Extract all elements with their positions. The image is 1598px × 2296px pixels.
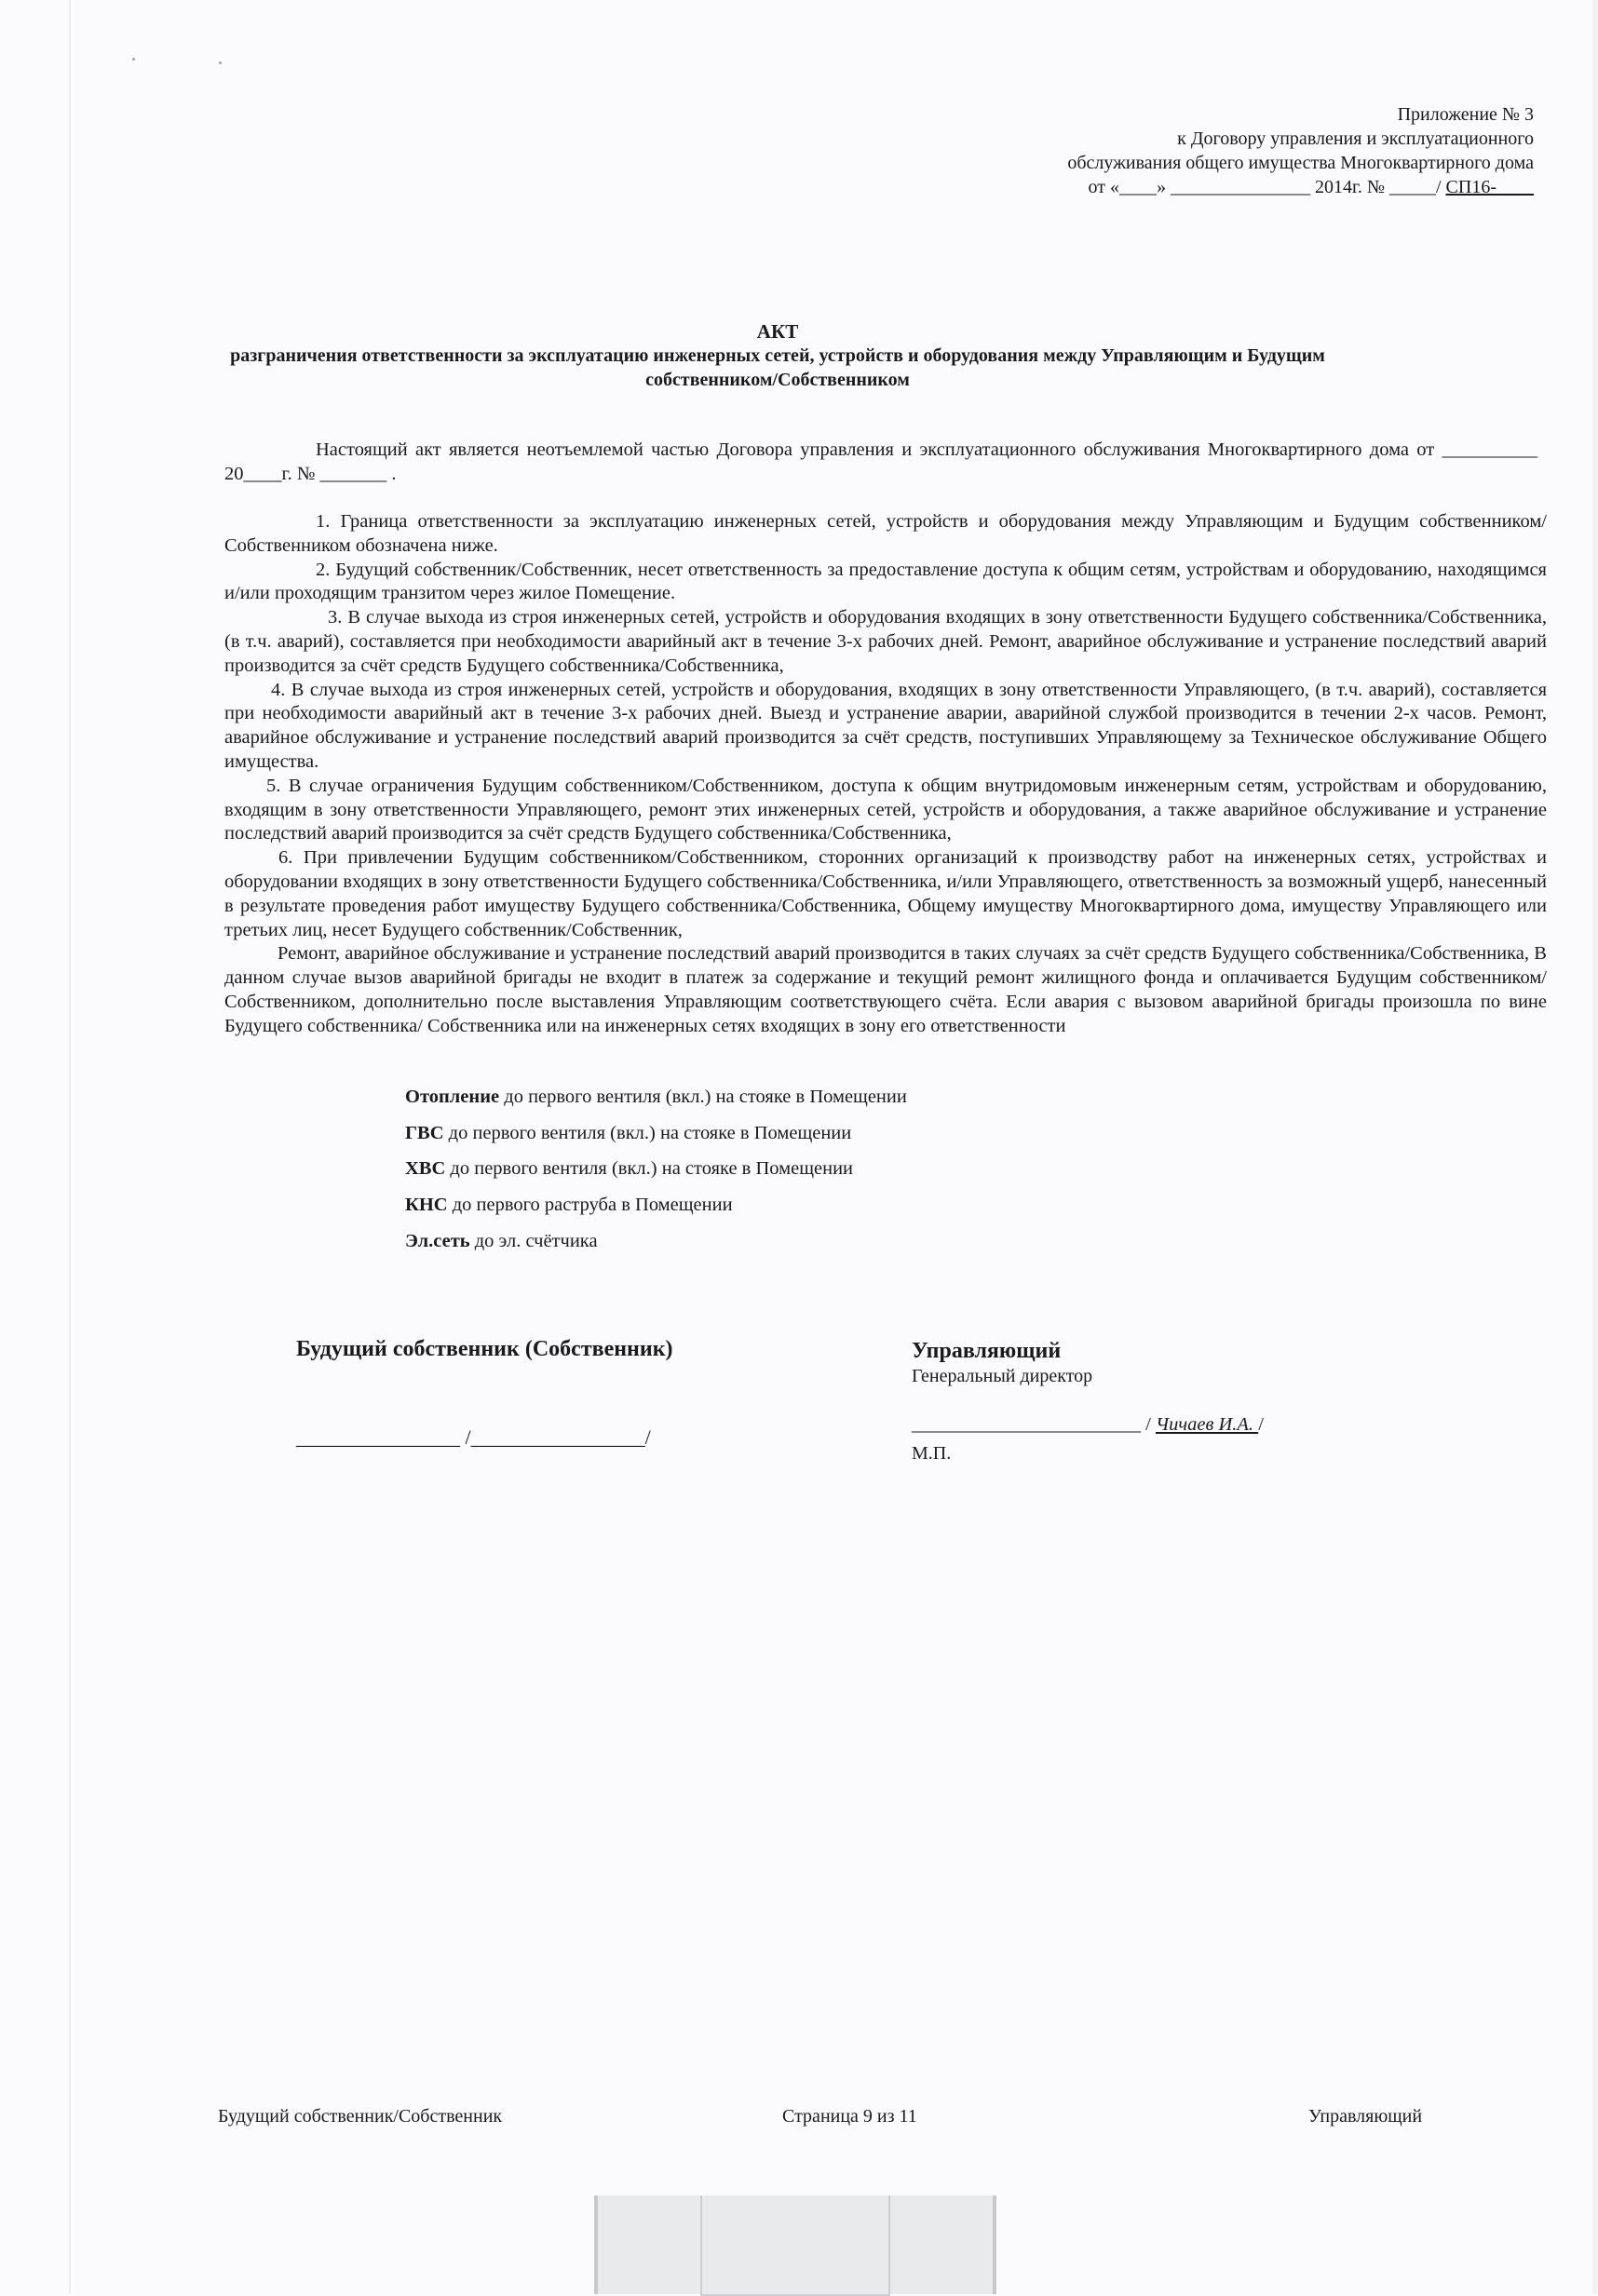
boundary-text: до первого раструба в Помещении <box>447 1195 733 1216</box>
scan-speck <box>219 61 222 64</box>
owner-signature-line: ________________ /_________________/ <box>296 1425 651 1449</box>
footer-page-number: Страница 9 из 11 <box>782 2106 917 2127</box>
appendix-number: Приложение № 3 <box>1397 104 1534 125</box>
manager-name: Чичаев И.А. <box>1155 1414 1259 1435</box>
appendix-header <box>1067 102 1534 199</box>
intro-paragraph <box>224 438 1537 486</box>
manager-heading: Управляющий <box>912 1339 1062 1363</box>
appendix-code: СП16- <box>1445 177 1496 197</box>
scan-speck <box>132 58 135 61</box>
scan-edge <box>69 0 71 2294</box>
boundary-label: КНС <box>405 1195 448 1216</box>
manager-line-end: / <box>1258 1414 1264 1435</box>
appendix-date: от «____» _______________ 2014г. № _____/ <box>1088 177 1446 197</box>
boundary-electric <box>405 1231 907 1267</box>
scan-artifact-inner <box>700 2195 890 2296</box>
act-heading: АКТ <box>756 320 799 343</box>
footer-manager: Управляющий <box>1308 2106 1423 2127</box>
owner-signature-heading: Будущий собственник (Собственник) <box>296 1337 673 1361</box>
manager-signature-block <box>912 1339 1092 1387</box>
responsibility-boundaries <box>405 1087 907 1266</box>
intro-text: Настоящий акт является неотъемлемой частью Договора управления и эксплуатационного обслуживания Многоквартирного дома от __________ 20____г. № _______ . <box>224 439 1537 484</box>
boundary-text: до эл. счётчика <box>469 1230 598 1251</box>
clause-6: 6. При привлечении Будущим собственником/Собственником, сторонних организаций к производству работ на инженерных сетях, устройствах и оборудовании входящих в зону ответственности Будущего собственника/Собственника, и/или Управляющего, ответственность за возможный ущерб, нанесенный в результате проведения работ имуществу Будущего собственника/Собственника, Общему имуществу Многоквартирного дома, имуществу Управляющего или третьих лиц, несет Будущего собственник/Собственник, <box>224 847 1547 940</box>
boundary-sewage <box>405 1195 907 1231</box>
clause-5: 5. В случае ограничения Будущим собственником/Собственником, доступа к общим внутридомовым инженерным сетям, устройствам и оборудованию, входящим в зону ответственности Управляющего, ремонт этих инженерных сетей, устройств и оборудования, а также аварийное обслуживание и устранение последствий аварий производится за счёт средств Будущего собственника/Собственника, <box>224 775 1547 844</box>
clause-repair: Ремонт, аварийное обслуживание и устранение последствий аварий производится в таких случаях за счёт средств Будущего собственника/Собственника, В данном случае вызов аварийной бригады не входит в платеж за содержание и текущий ремонт жилищного фонда и оплачивается Будущим собственником/Собственником, дополнительно после выставления Управляющим соответствующего счёта. Если авария с вызовом аварийной бригады произошла по вине Будущего собственника/ Собственника или на инженерных сетях входящих в зону его ответственности <box>224 943 1547 1036</box>
boundary-hot-water <box>405 1123 907 1159</box>
boundary-text: до первого вентиля (вкл.) на стояке в Помещении <box>443 1122 852 1143</box>
boundary-text: до первого вентиля (вкл.) на стояке в Помещении <box>499 1087 907 1107</box>
manager-line: ________________________ / <box>912 1414 1156 1435</box>
scan-edge-right <box>1592 0 1598 2294</box>
act-subtitle: разграничения ответственности за эксплуатацию инженерных сетей, устройств и оборудования между Управляющим и Будущим собственником/Собственником <box>230 345 1325 390</box>
boundary-heating <box>405 1087 907 1123</box>
scan-artifact <box>594 2195 996 2294</box>
boundary-label: ГВС <box>405 1122 444 1143</box>
appendix-contract-ref: к Договору управления и эксплуатационного <box>1177 128 1534 149</box>
clause-3: 3. В случае выхода из строя инженерных сетей, устройств и оборудования входящих в зону ответственности Будущего собственника/Собственника, (в т.ч. аварий), составляется при необходимости аварийный акт в течение 3-х рабочих дней. Ремонт, аварийное обслуживание и устранение последствий аварий производится за счёт средств Будущего собственника/Собственника, <box>224 607 1547 676</box>
manager-signature-line <box>912 1414 1264 1436</box>
clause-4: 4. В случае выхода из строя инженерных сетей, устройств и оборудования, входящих в зону ответственности Управляющего, (в т.ч. аварий), составляется при необходимости аварийный акт в течение 3-х рабочих дней. Выезд и устранение аварии, аварийной службой производится в течении 2-х часов. Ремонт, аварийное обслуживание и устранение последствий аварий производится за счёт средств, поступивших Управляющему за Техническое обслуживание Общего имущества. <box>224 679 1547 772</box>
appendix-code-blank: ____ <box>1496 177 1534 197</box>
stamp-place: М.П. <box>912 1443 952 1464</box>
clauses <box>224 510 1547 1039</box>
boundary-label: ХВС <box>405 1158 446 1180</box>
act-title <box>223 319 1332 392</box>
boundary-label: Эл.сеть <box>405 1230 470 1251</box>
footer-owner: Будущий собственник/Собственник <box>218 2106 503 2127</box>
boundary-label: Отопление <box>405 1087 500 1107</box>
clause-2: 2. Будущий собственник/Собственник, несет ответственность за предоставление доступа к общим сетям, устройствам и оборудованию, находящимся и/или проходящим транзитом через жилое Помещение. <box>224 559 1547 604</box>
appendix-contract-ref-2: обслуживания общего имущества Многоквартирного дома <box>1067 153 1534 173</box>
boundary-cold-water <box>405 1158 907 1195</box>
appendix-date-number <box>1067 175 1534 199</box>
clause-1: 1. Граница ответственности за эксплуатацию инженерных сетей, устройств и оборудования между Управляющим и Будущим собственником/Собственником обозначена ниже. <box>224 511 1547 556</box>
boundary-text: до первого вентиля (вкл.) на стояке в Помещении <box>445 1158 854 1180</box>
manager-position: Генеральный директор <box>912 1366 1093 1386</box>
